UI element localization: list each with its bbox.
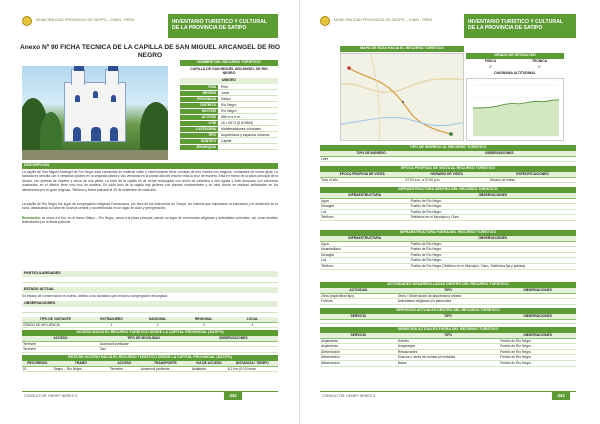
column-header: OBSERVACIONES bbox=[410, 193, 576, 198]
activities-header: ACTIVIDADES DESARROLLADAS DENTRO DEL RECURSO TURISTICO bbox=[320, 282, 576, 288]
estado-header: ESTADO ACTUAL bbox=[22, 287, 278, 293]
table-cell: Automóvil particular bbox=[140, 366, 191, 372]
table-header-row bbox=[320, 172, 576, 177]
municipal-seal-icon bbox=[320, 16, 330, 26]
field-value: Perú bbox=[219, 85, 278, 90]
visit-table bbox=[320, 172, 576, 183]
table-cell: Terrestre bbox=[109, 366, 140, 372]
altitude-chart bbox=[466, 78, 564, 141]
activities-table bbox=[320, 288, 576, 305]
table-cell: Kioscos o venta de comida y/o bebidas bbox=[397, 355, 499, 361]
particularities-header: PARTICULARIDADES bbox=[22, 271, 278, 277]
table-row bbox=[320, 156, 576, 162]
table-cell: Pueblo de Río Negro (Teléfono en el Municipio, Claro, Telefónica fija y pública) bbox=[410, 263, 576, 269]
table-cell: Libre bbox=[320, 156, 422, 162]
table-cell: Pueblo de Río Negro bbox=[499, 355, 576, 361]
altitude-area bbox=[473, 100, 559, 136]
column-header: SERVICIO bbox=[320, 314, 397, 319]
observaciones-header: OBSERVACIONES bbox=[22, 301, 278, 307]
field-value: Manifestaciones culturales bbox=[219, 127, 278, 132]
column-header: TIPO bbox=[397, 314, 499, 319]
table-cell: Pueblo de Río Negro bbox=[499, 349, 576, 355]
difficulty-col-tecnica: TECNICA bbox=[531, 59, 548, 63]
column-header: OBSERVACIONES bbox=[410, 236, 576, 241]
table-cell bbox=[422, 156, 576, 162]
table-header-row bbox=[320, 333, 576, 338]
column-header: TIPO bbox=[397, 333, 499, 338]
column-header: TRAMO bbox=[53, 361, 109, 366]
table-row bbox=[320, 177, 576, 183]
table-cell: Pueblo de Río Negro bbox=[410, 241, 576, 247]
services-out-header: SERVICIOS ACTUALES FUERA DEL RECURSO TURISTICO bbox=[320, 327, 576, 333]
route-table bbox=[22, 361, 278, 372]
column-header: TIPO DE VISITANTE bbox=[22, 317, 89, 322]
field-value: Río Negro bbox=[219, 109, 278, 114]
infra-in-header: INFRAESTRUCTURA DENTRO DEL RECURSO TURISTICO bbox=[320, 187, 576, 193]
table-cell: Teléfono bbox=[320, 215, 410, 221]
table-cell: Todo el año bbox=[320, 177, 404, 183]
table-row bbox=[320, 360, 576, 366]
footer: CONSULTOR: HENRY NERES S. bbox=[22, 391, 278, 400]
column-header: DISTANCIA / TIEMPO bbox=[227, 361, 278, 366]
field-label: PAIS bbox=[180, 85, 218, 90]
column-header: VIA DE ACCESO bbox=[191, 361, 227, 366]
column-header: SERVICIO bbox=[320, 333, 397, 338]
ubigeo-header: UBIGEO bbox=[180, 78, 278, 84]
visit-header: EPOCA PROPICIA DE VISITA AL RECURSO TURISTICO bbox=[320, 166, 576, 172]
table-cell: Pueblo de Río Negro bbox=[410, 252, 576, 258]
column-header: OBSERVACIONES bbox=[499, 314, 576, 319]
description-paragraph: La capilla de San Miguel Arcángel de Río Negro está construida de material noble y exteriormente tiene cornisas de tres niveles con ángulos, ventanales de forma ojival. La fachada es sencilla con 4 ventanas ojivales en la segunda planta y dos ventanas en la planta alta del entorno más la cruz de madera. Está en medio de la plaza principal de la ciudad, con puertas de madera y cerca de una pileta. La torre de la capilla es de forma rectangular con techo de calamina a dos aguas y está decorada con columnas cuadradas, en el interior tiene una cruz de madera. En cada lado de la capilla hay jardines con plantas ornamentales y un atrio donde se realizan actividades en los alrededores por su gran religiosa. Teléfono y fecha patronal el 29 de setiembre de cada año. bbox=[22, 170, 278, 192]
field-value: Satipo bbox=[219, 97, 278, 102]
map-header: MAPA DE RUTA HACIA EL RECURSO TURISTICO bbox=[340, 46, 464, 52]
table-cell: 07:00 a.m. a 07:00 p.m. bbox=[404, 177, 488, 183]
infra-out-table bbox=[320, 236, 576, 270]
infra-in-table bbox=[320, 193, 576, 221]
column-header: EPOCA PROPICIA DE VISITA bbox=[320, 172, 404, 177]
table-cell: Alimentación bbox=[320, 349, 397, 355]
column-header: RECORRIDO bbox=[22, 361, 53, 366]
column-header: EXTRANJERO bbox=[89, 317, 135, 322]
table-cell: Pueblo de Río Negro bbox=[410, 247, 576, 253]
table-header-row bbox=[320, 288, 576, 293]
table-cell: Automóvil particular bbox=[99, 341, 189, 347]
table-row bbox=[320, 215, 576, 221]
table-cell: Pueblo de Río Negro bbox=[410, 258, 576, 264]
table-cell: Hoteles bbox=[397, 338, 499, 344]
particularities-label: Recreación: bbox=[22, 216, 41, 220]
field-label: CATEGORIA bbox=[180, 127, 218, 132]
column-header: TIPO bbox=[397, 288, 499, 293]
field-label: SECTOR bbox=[180, 109, 218, 114]
column-header: OBSERVACIONES bbox=[422, 151, 576, 156]
table-row bbox=[22, 322, 278, 328]
table-cell: Satipo – Río Negro bbox=[53, 366, 109, 372]
field-label: ALTITUD bbox=[180, 115, 218, 120]
table-cell: Bares bbox=[397, 360, 499, 366]
table-cell: Desagüe bbox=[320, 252, 410, 258]
field-label: TIPO bbox=[180, 133, 218, 138]
municipal-seal-icon bbox=[22, 16, 32, 26]
table-cell: Asfaltada bbox=[191, 366, 227, 372]
table-cell bbox=[188, 347, 278, 353]
column-header: OBSERVACIONES bbox=[499, 288, 576, 293]
table-cell: Taxi bbox=[99, 347, 189, 353]
services-in-header: SERVICIOS ACTUALES DENTRO DEL RECURSO TURISTICO bbox=[320, 308, 576, 314]
altitude-header: DIAGRAMA ALTITUDINAL bbox=[494, 71, 536, 75]
table-cell: Teléfonos en el Municipio y Claro bbox=[410, 215, 576, 221]
difficulty-col-fisica: FISICA bbox=[484, 59, 497, 63]
column-header: TIPO DE MOVILIDAD bbox=[99, 336, 189, 341]
table-cell: 1 bbox=[89, 322, 135, 328]
column-header: ACCESO bbox=[109, 361, 140, 366]
description-paragraph: La capilla de Río Negro fue lugar de congregación religiosa Franciscana, por obra de los misioneros de Ocopa, los mismos que impulsaron la educación y el desarrollo en la zona, destacando su labor en la selva central y convirtiéndola en un lugar de culto y peregrinación. bbox=[22, 202, 278, 211]
table-cell: Pueblo de Río Negro bbox=[410, 204, 576, 210]
field-value: 686 m.s.n.m. bbox=[219, 115, 278, 120]
field-value: Capilla bbox=[219, 139, 278, 144]
table-cell: GRADO DE AFLUENCIA bbox=[22, 322, 89, 328]
column-header: LOCAL bbox=[227, 317, 278, 322]
resource-name bbox=[180, 67, 278, 76]
table-cell: Otros (especificar tipo) bbox=[320, 293, 397, 299]
column-header: REGIONAL bbox=[181, 317, 227, 322]
particularities-paragraph bbox=[22, 216, 278, 225]
table-cell: Pueblo de Río Negro bbox=[499, 344, 576, 350]
header-band-line: DE LA PROVINCIA DE SATIPO bbox=[172, 25, 247, 31]
column-header: OBSERVACIONES bbox=[188, 336, 278, 341]
table-header-row bbox=[22, 336, 278, 341]
header-band-line: INVENTARIO TURISTICO Y CULTURAL bbox=[172, 19, 268, 25]
ingress-header: TIPO DE INGRESO AL RECURSO TURISTICO bbox=[320, 145, 576, 151]
table-cell: Teléfono bbox=[320, 263, 410, 269]
route-header: RUTA DE ACCESO HACIA EL RECURSO TURISTICO DESDE LA CAPITAL PROVINCIAL (SATIPO) bbox=[22, 355, 278, 361]
resource-name-header: NOMBRE DEL RECURSO TURISTICO bbox=[180, 60, 278, 66]
infra-out-header: INFRAESTRUCTURA FUERA DEL RECURSO TURISTICO bbox=[320, 230, 576, 236]
footer: CONSULTOR: HENRY NERES S. bbox=[320, 391, 576, 400]
observaciones-blank bbox=[22, 308, 278, 313]
table-cell: Folclore bbox=[320, 299, 397, 305]
table-cell: Horario de misas bbox=[489, 177, 576, 183]
difficulty-tecnica-value: 1º bbox=[537, 65, 542, 69]
table-cell: Pueblo de Río Negro bbox=[410, 209, 576, 215]
table-cell: 6,2 Km (0:10 horas bbox=[227, 366, 278, 372]
page-title-line: Anexo Nº 90 FICHA TECNICA DE LA CAPILLA DE SAN MIGUEL ARCANGEL DE RIO bbox=[20, 44, 280, 51]
field-value: Arquitectura y espacios urbanos bbox=[219, 133, 278, 138]
column-header: INFRAESTRUCTURA bbox=[320, 236, 410, 241]
table-cell: Hospedajes bbox=[397, 344, 499, 350]
column-header: OBSERVACIONES bbox=[499, 333, 576, 338]
table-cell: Alcantarillado bbox=[320, 247, 410, 253]
services-in-blank bbox=[320, 319, 576, 324]
column-header: TIPO DE INGRESO bbox=[320, 151, 422, 156]
table-cell: Pueblo de Río Negro bbox=[499, 338, 576, 344]
table-cell: Desagüe bbox=[320, 204, 410, 210]
particularities-text: se ubica a 6 Km. en el tramo Satipo – Río Negro, cerca a la plaza principal, siendo un lugar de ceremonias religiosas y actividades culturales, así como también festividades por la fiesta patronal. bbox=[22, 216, 278, 225]
column-header: HORARIO DE VISITA bbox=[404, 172, 488, 177]
route-map-drawing bbox=[341, 54, 464, 141]
page-title-line: NEGRO bbox=[137, 52, 163, 59]
municipality-name: MUNICIPALIDAD PROVINCIAL DE SATIPO – JUNIN - PERU bbox=[36, 18, 135, 22]
field-value: Junín bbox=[219, 91, 278, 96]
table-row bbox=[320, 299, 576, 305]
table-cell: Pueblo de Río Negro bbox=[410, 198, 576, 204]
column-header: ESPECIFICACIONES bbox=[489, 172, 576, 177]
table-cell: Alojamiento bbox=[320, 344, 397, 350]
table-cell: Agua bbox=[320, 198, 410, 204]
table-cell: 01 bbox=[22, 366, 53, 372]
access-header: ACCESO HACIA EL RECURSO TURISTICO DESDE LA CAPITAL PROVINCIAL (SATIPO) bbox=[22, 330, 278, 336]
table-cell: Actividades religiosas y/o patronales bbox=[397, 299, 499, 305]
table-cell bbox=[499, 299, 576, 305]
table-cell: 2 bbox=[135, 322, 181, 328]
field-value: 18 L 0573 (8 874894) bbox=[219, 121, 278, 126]
table-cell: Alojamiento bbox=[320, 338, 397, 344]
header-band bbox=[168, 14, 278, 38]
column-header: ACCESO bbox=[22, 336, 99, 341]
table-cell: Luz bbox=[320, 209, 410, 215]
table-cell: Otros / Observación de arquitectura urbana bbox=[397, 293, 499, 299]
estado-text: Su estado de conservación es bueno, debido a los cuidados que brinda la congregación encargada. bbox=[22, 294, 169, 298]
right-page bbox=[300, 0, 600, 424]
resource-name-line: NEGRO bbox=[222, 71, 236, 76]
table-cell: Agua bbox=[320, 241, 410, 247]
column-header: NACIONAL bbox=[135, 317, 181, 322]
route-map bbox=[340, 53, 464, 141]
column-header: TRANSPORTE bbox=[140, 361, 191, 366]
field-label: UTM bbox=[180, 121, 218, 126]
table-cell: Luz bbox=[320, 258, 410, 264]
field-label: JERARQUIA bbox=[180, 145, 218, 150]
page-number: 343 bbox=[552, 392, 570, 400]
table-cell: Pueblo de Río Negro bbox=[499, 360, 576, 366]
difficulty-header: GRADO DE DIFICULTAD bbox=[466, 53, 564, 59]
table-row bbox=[22, 347, 278, 353]
field-value: Río Negro bbox=[219, 103, 278, 108]
visitor-table bbox=[22, 317, 278, 328]
table-cell: Alimentación bbox=[320, 360, 397, 366]
table-cell: Restaurantes bbox=[397, 349, 499, 355]
ingress-table bbox=[320, 151, 576, 162]
table-cell: 4 bbox=[227, 322, 278, 328]
column-header: INFRAESTRUCTURA bbox=[320, 193, 410, 198]
table-cell: Terrestre bbox=[22, 347, 99, 353]
field-label: DISTRITO bbox=[180, 103, 218, 108]
column-header: ACTIVIDAD bbox=[320, 288, 397, 293]
resource-name-line: CAPILLA DE SAN MIGUEL ARCANGEL DE RIO bbox=[190, 67, 268, 71]
altitude-chart-svg bbox=[467, 79, 565, 142]
header-band bbox=[464, 14, 576, 38]
difficulty-fisica-value: 1º bbox=[488, 65, 493, 69]
page-title bbox=[20, 44, 280, 60]
field-label: SUBTIPO bbox=[180, 139, 218, 144]
access-table bbox=[22, 336, 278, 353]
chapel-photo bbox=[22, 66, 168, 160]
particularities-blank bbox=[22, 278, 278, 283]
services-out-table bbox=[320, 333, 576, 367]
page-number: 342 bbox=[224, 392, 242, 400]
table-cell: 3 bbox=[181, 322, 227, 328]
description-header: DESCRIPCION bbox=[22, 163, 278, 169]
field-label: PROVINCIA bbox=[180, 97, 218, 102]
field-value bbox=[219, 145, 278, 150]
table-cell: Alimentación bbox=[320, 355, 397, 361]
field-label: REGION bbox=[180, 91, 218, 96]
header-band-line: INVENTARIO TURISTICO Y CULTURAL bbox=[468, 19, 564, 25]
table-cell: Terrestre bbox=[22, 341, 99, 347]
table-row bbox=[22, 366, 278, 372]
table-row bbox=[320, 263, 576, 269]
header-band-line: DE LA PROVINCIA DE SATIPO bbox=[468, 25, 543, 31]
municipality-name: MUNICIPALIDAD PROVINCIAL DE SATIPO – JUNIN - PERU bbox=[334, 18, 433, 22]
